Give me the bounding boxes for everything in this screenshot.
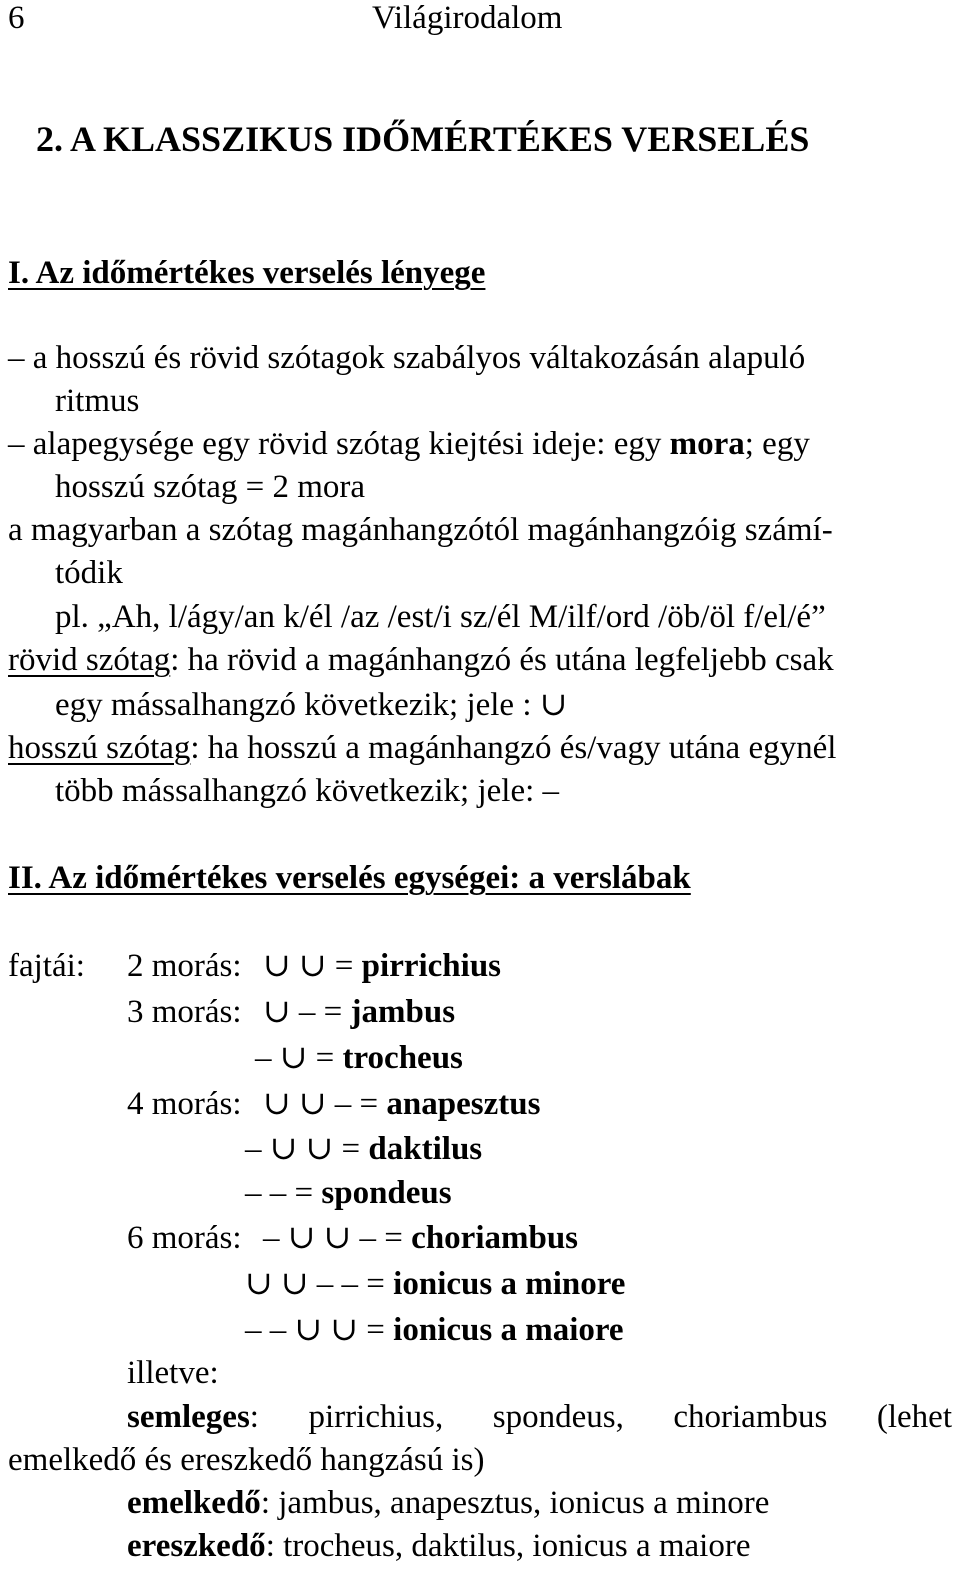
foot-name: ionicus a minore	[393, 1266, 626, 1302]
section-2-heading: II. Az időmértékes verselés egységei: a verslábak	[8, 860, 691, 896]
bullet-line-2-tail: ; egy	[744, 426, 810, 462]
kinds-label: fajtái:	[8, 948, 85, 984]
foot-daktilus	[245, 1128, 482, 1171]
long-syllable-label: hosszú szótag	[8, 730, 191, 766]
semleges-line-cont: emelkedő és ereszkedő hangzású is)	[8, 1442, 485, 1478]
page-number: 6	[8, 0, 25, 36]
foot-spondeus	[245, 1172, 452, 1215]
foot-name: jambus	[350, 994, 456, 1030]
foot-name: anapesztus	[386, 1086, 541, 1122]
bullet-line-2	[8, 423, 810, 466]
foot-name: trocheus	[342, 1040, 463, 1076]
foot-choriambus	[263, 1217, 578, 1260]
bullet-line-1-cont: ritmus	[55, 383, 140, 419]
foot-pattern: ∪ – =	[263, 994, 343, 1030]
emelkedo-label: emelkedő	[127, 1485, 261, 1521]
ereszkedo-text: : trocheus, daktilus, ionicus a maiore	[265, 1528, 751, 1564]
foot-ionicus-a-minore	[245, 1263, 625, 1306]
long-syllable-def	[8, 727, 836, 770]
foot-jambus	[263, 991, 455, 1034]
short-syllable-label: rövid szótag	[8, 642, 171, 678]
semleges-text: : pirrichius, spondeus, choriambus (lehet	[249, 1399, 952, 1435]
foot-pattern: – – ∪ ∪ =	[245, 1312, 385, 1348]
foot-pattern: – ∪ =	[255, 1040, 335, 1076]
bullet-line-1: – a hosszú és rövid szótagok szabályos váltakozásán alapuló	[8, 340, 806, 376]
foot-pirrichius	[263, 945, 501, 988]
illetve-label: illetve:	[127, 1355, 219, 1391]
foot-pattern: – ∪ ∪ =	[245, 1131, 361, 1167]
semleges-label: semleges	[127, 1399, 250, 1435]
term-mora: mora	[669, 426, 745, 462]
emelkedo-text: : jambus, anapesztus, ionicus a minore	[260, 1485, 770, 1521]
short-syllable-text: : ha rövid a magánhangzó és utána legfeljebb csak	[170, 642, 834, 678]
foot-pattern: – – =	[245, 1175, 314, 1211]
foot-name: pirrichius	[361, 948, 502, 984]
emelkedo-line	[127, 1482, 769, 1525]
foot-group-4-label: 4 morás:	[127, 1086, 242, 1122]
foot-group-3-label: 3 morás:	[127, 994, 242, 1030]
foot-ionicus-a-maiore	[245, 1309, 624, 1352]
paragraph-line-1: a magyarban a szótag magánhangzótól magánhangzóig számí-	[8, 512, 833, 548]
foot-name: spondeus	[321, 1175, 452, 1211]
chapter-title: 2. A KLASSZIKUS IDŐMÉRTÉKES VERSELÉS	[36, 119, 810, 159]
foot-pattern: ∪ ∪ – – =	[245, 1266, 385, 1302]
bullet-line-2-text: – alapegysége egy rövid szótag kiejtési ideje: egy	[8, 426, 662, 462]
foot-trocheus	[255, 1037, 463, 1080]
foot-pattern: ∪ ∪ – =	[263, 1086, 379, 1122]
bullet-line-2-cont: hosszú szótag = 2 mora	[55, 469, 366, 505]
foot-name: choriambus	[411, 1220, 579, 1256]
short-syllable-def-cont: egy mássalhangzó következik; jele : ∪	[55, 687, 568, 723]
section-1-heading: I. Az időmértékes verselés lényege	[8, 255, 486, 291]
foot-pattern: ∪ ∪ =	[263, 948, 354, 984]
long-syllable-def-cont: több mássalhangzó következik; jele: –	[55, 773, 560, 809]
foot-name: ionicus a maiore	[393, 1312, 624, 1348]
foot-name: daktilus	[368, 1131, 483, 1167]
ereszkedo-line	[127, 1525, 751, 1568]
ereszkedo-label: ereszkedő	[127, 1528, 266, 1564]
short-syllable-def	[8, 639, 834, 682]
long-syllable-text: : ha hosszú a magánhangzó és/vagy utána egynél	[190, 730, 837, 766]
foot-anapesztus	[263, 1083, 540, 1126]
foot-pattern: – ∪ ∪ – =	[263, 1220, 403, 1256]
paragraph-line-2: tódik	[55, 555, 123, 591]
foot-group-2-label: 2 morás:	[127, 948, 242, 984]
example-line: pl. „Ah, l/ágy/an k/él /az /est/i sz/él M/ilf/ord /öb/öl f/el/é”	[55, 599, 826, 635]
foot-group-6-label: 6 morás:	[127, 1220, 242, 1256]
semleges-line	[127, 1396, 952, 1439]
running-title: Világirodalom	[372, 0, 563, 36]
